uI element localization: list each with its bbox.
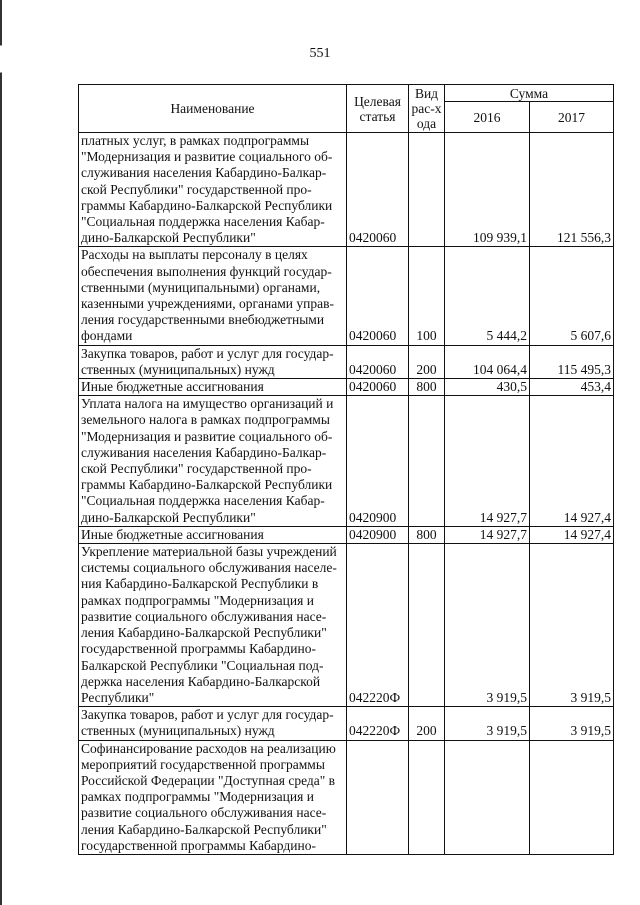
row-name-text: Иные бюджетные ассигнования (81, 379, 264, 395)
row-target-cell (347, 526, 409, 543)
row-sum-2016-cell (445, 707, 530, 740)
row-sum-2017-text: 14 927,4 (563, 526, 612, 542)
row-name-cell (79, 396, 347, 527)
table-row (79, 396, 614, 527)
row-target-cell (347, 345, 409, 378)
row-sum-2017-text: 121 556,3 (557, 230, 612, 246)
table-row (79, 345, 614, 378)
row-target-cell (347, 707, 409, 740)
scan-edge-mark (0, 0, 2, 905)
page-number: 551 (309, 46, 331, 61)
row-sum-2016-cell (445, 247, 530, 345)
row-kind-cell (409, 247, 445, 345)
row-name-cell (79, 526, 347, 543)
row-sum-2016-cell (445, 345, 530, 378)
row-sum-2017-cell (530, 396, 614, 527)
row-name-text: Иные бюджетные ассигнования (81, 526, 264, 542)
row-name-cell (79, 544, 347, 707)
row-name-text: платных услуг, в рамках подпрограммы "Модернизация и развитие социального об- служивания населения Кабардино-Балкар- ской Республики" государственной про- граммы Кабардино-Балкарской Республики "Социальная поддержка населения Кабар- дино-Балкарской Республики" (81, 133, 333, 246)
row-sum-2017-cell (530, 707, 614, 740)
table-row (79, 707, 614, 740)
table-body (79, 133, 614, 855)
header-sum: Сумма (445, 85, 614, 102)
row-target-cell (347, 379, 409, 396)
row-name-text: Уплата налога на имущество организаций и земельного налога в рамках подпрограммы "Модернизация и развитие социального об- служивания населения Кабардино-Балкар- ской Республики" государственной про- граммы Кабардино-Балкарской Республики "Социальная поддержка населения Кабар- дино-Балкарской Республики" (81, 396, 334, 525)
row-target-text: 0420060 (349, 361, 397, 377)
row-name-text: Расходы на выплаты персоналу в целях обеспечения выполнения функций государ- ственными (муниципальными) органами, казенными учреждениями, органами управ- ления государственными внебюджетными фондами (81, 247, 334, 344)
row-sum-2017-text: 5 607,6 (570, 328, 612, 344)
row-kind-cell (409, 740, 445, 854)
row-target-cell (347, 740, 409, 854)
row-target-cell (347, 133, 409, 247)
row-kind-cell (409, 707, 445, 740)
table-row (79, 247, 614, 345)
row-sum-2016-text: 5 444,2 (486, 328, 527, 344)
row-sum-2016-cell (445, 526, 530, 543)
header-row-top (79, 85, 614, 102)
row-kind-cell (409, 396, 445, 527)
row-target-text: 042220Ф (349, 689, 401, 705)
row-kind-text: 200 (416, 361, 437, 377)
row-sum-2016-text: 14 927,7 (479, 509, 527, 525)
row-sum-2017-cell (530, 247, 614, 345)
budget-table (78, 84, 614, 855)
row-name-cell (79, 345, 347, 378)
row-kind-cell (409, 544, 445, 707)
row-sum-2017-cell (530, 379, 614, 396)
row-kind-text: 800 (416, 526, 437, 542)
row-sum-2017-text: 115 495,3 (557, 361, 612, 377)
header-year-2016: 2016 (445, 102, 530, 133)
row-target-text: 0420900 (349, 509, 397, 525)
row-sum-2017-cell (530, 740, 614, 854)
row-sum-2017-text: 3 919,5 (570, 723, 612, 739)
row-name-text: Закупка товаров, работ и услуг для государ- ственных (муниципальных) нужд (81, 345, 334, 377)
row-sum-2016-cell (445, 544, 530, 707)
row-sum-2016-cell (445, 379, 530, 396)
row-sum-2016-text: 3 919,5 (486, 723, 527, 739)
row-sum-2016-cell (445, 396, 530, 527)
row-target-cell (347, 396, 409, 527)
row-sum-2017-text: 14 927,4 (563, 509, 612, 525)
row-sum-2017-cell (530, 133, 614, 247)
row-name-cell (79, 379, 347, 396)
row-kind-text: 100 (416, 328, 437, 344)
row-kind-cell (409, 345, 445, 378)
row-name-text: Укрепление материальной базы учреждений системы социального обслуживания населе- ния Кабардино-Балкарской Республики в рамках подпрограммы "Модернизация и развитие социального обслуживания насе- ления Кабардино-Балкарской Республики" государственной программы Кабардино- Балкарской Республики "Социальная под- держка населения Кабардино-Балкарской Республики" (81, 544, 337, 705)
row-kind-text: 800 (416, 379, 437, 395)
row-target-text: 0420060 (349, 328, 397, 344)
row-sum-2016-text: 430,5 (496, 379, 527, 395)
row-target-text: 0420060 (349, 230, 397, 246)
table-row (79, 526, 614, 543)
row-sum-2017-text: 3 919,5 (570, 689, 612, 705)
header-kind-text: Вид рас-хода (411, 86, 442, 131)
header-kind (409, 85, 445, 133)
row-name-cell (79, 133, 347, 247)
row-sum-2017-text: 453,4 (580, 379, 612, 395)
header-target: Целевая статья (347, 85, 409, 133)
row-target-text: 042220Ф (349, 723, 401, 739)
row-sum-2016-text: 3 919,5 (486, 689, 527, 705)
header-name: Наименование (79, 85, 347, 133)
row-target-cell (347, 247, 409, 345)
row-name-text: Софинансирование расходов на реализацию мероприятий государственной программы Российской Федерации "Доступная среда" в рамках подпрограммы "Модернизация и развитие социального обслуживания насе- ления Кабардино-Балкарской Республики" государственной программы Кабардино- (81, 740, 336, 853)
row-sum-2016-cell (445, 133, 530, 247)
row-kind-text: 200 (416, 723, 437, 739)
row-sum-2017-cell (530, 345, 614, 378)
row-target-text: 0420060 (349, 379, 397, 395)
table-row (79, 740, 614, 854)
table-row (79, 133, 614, 247)
row-target-cell (347, 544, 409, 707)
row-target-text: 0420900 (349, 526, 397, 542)
row-sum-2016-text: 14 927,7 (479, 526, 527, 542)
row-sum-2016-text: 109 939,1 (473, 230, 527, 246)
table-row (79, 544, 614, 707)
row-sum-2017-cell (530, 526, 614, 543)
row-kind-cell (409, 379, 445, 396)
row-sum-2017-cell (530, 544, 614, 707)
row-name-cell (79, 707, 347, 740)
row-sum-2016-text: 104 064,4 (473, 361, 527, 377)
row-sum-2016-cell (445, 740, 530, 854)
row-kind-cell (409, 526, 445, 543)
row-name-cell (79, 740, 347, 854)
row-name-cell (79, 247, 347, 345)
row-name-text: Закупка товаров, работ и услуг для государ- ственных (муниципальных) нужд (81, 707, 334, 739)
header-year-2017: 2017 (530, 102, 614, 133)
table-row (79, 379, 614, 396)
row-kind-cell (409, 133, 445, 247)
